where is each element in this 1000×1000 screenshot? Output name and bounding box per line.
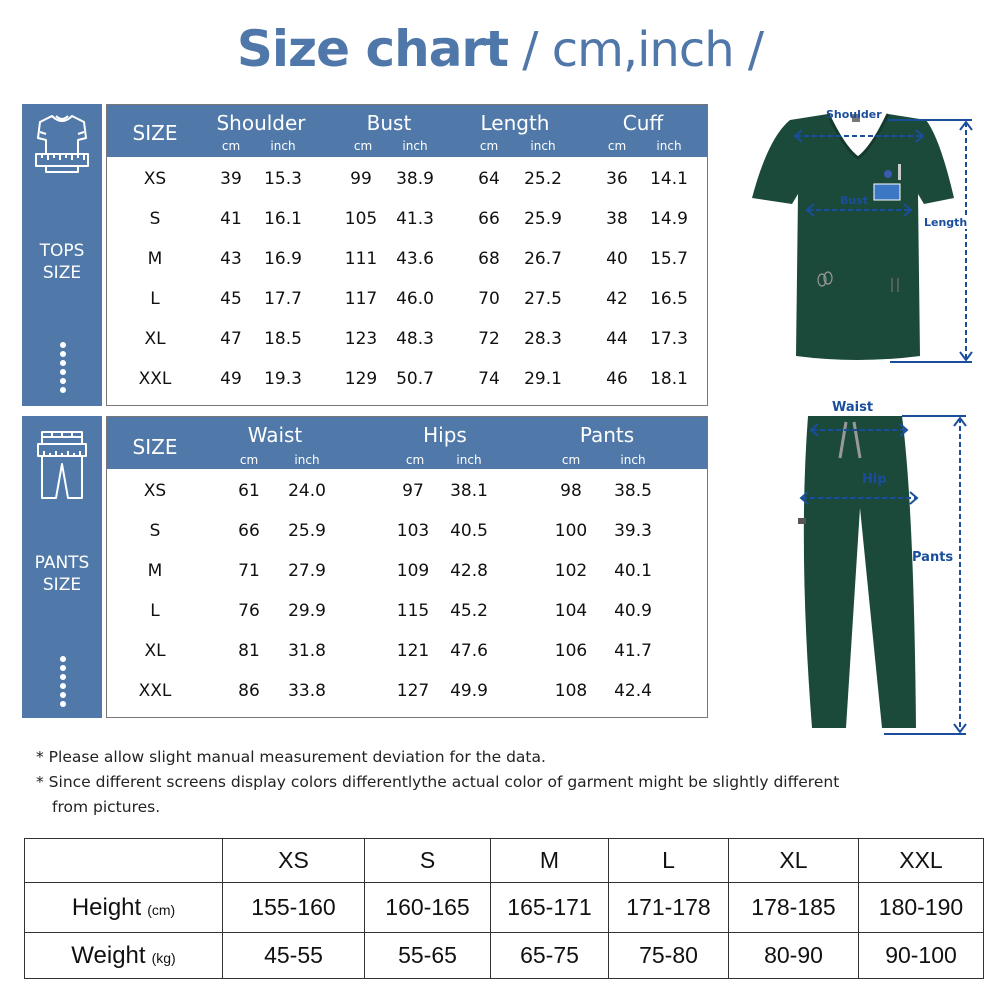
weight-s: 55-65: [365, 933, 491, 979]
value-cell: 76: [238, 601, 260, 621]
value-cell: 39.3: [614, 521, 652, 541]
pants-length-label: Pants: [912, 550, 954, 565]
value-cell: 47.6: [450, 641, 488, 661]
scrub-top-image: [740, 108, 980, 368]
size-cell: S: [149, 521, 161, 541]
value-cell: 46: [606, 369, 628, 389]
weight-unit: (kg): [151, 949, 176, 966]
value-cell: 129: [344, 369, 378, 389]
unit-inch: inch: [456, 453, 482, 467]
weight-xs: 45-55: [223, 933, 365, 979]
value-cell: 105: [344, 209, 378, 229]
value-cell: 15.3: [264, 169, 302, 189]
scrub-pants-diagram: [790, 398, 980, 738]
pants-size-table: [106, 416, 708, 718]
size-col-m: M: [491, 839, 609, 883]
value-cell: 42: [606, 289, 628, 309]
value-cell: 99: [350, 169, 372, 189]
tops-size-table: [106, 104, 708, 406]
height-s: 160-165: [365, 883, 491, 933]
size-cell: XXL: [138, 369, 172, 389]
value-cell: 16.5: [650, 289, 688, 309]
size-cell: XL: [144, 329, 166, 349]
value-cell: 38.9: [396, 169, 434, 189]
value-cell: 42.4: [614, 681, 652, 701]
value-cell: 33.8: [288, 681, 326, 701]
value-cell: 45.2: [450, 601, 488, 621]
value-cell: 29.9: [288, 601, 326, 621]
size-col-xl: XL: [729, 839, 859, 883]
dots-decoration: [60, 342, 66, 396]
size-cell: XL: [144, 641, 166, 661]
value-cell: 70: [478, 289, 500, 309]
height-xs: 155-160: [223, 883, 365, 933]
unit-inch: inch: [402, 139, 428, 153]
value-cell: 40.9: [614, 601, 652, 621]
value-cell: 108: [554, 681, 588, 701]
unit-inch: inch: [656, 139, 682, 153]
value-cell: 25.9: [524, 209, 562, 229]
size-cell: M: [147, 561, 163, 581]
length-label: Length: [924, 216, 968, 229]
size-col-l: L: [609, 839, 729, 883]
tops-label-line2: SIZE: [42, 263, 82, 283]
value-cell: 123: [344, 329, 378, 349]
unit-inch: inch: [270, 139, 296, 153]
value-cell: 64: [478, 169, 500, 189]
value-cell: 115: [396, 601, 430, 621]
value-cell: 17.3: [650, 329, 688, 349]
value-cell: 71: [238, 561, 260, 581]
value-cell: 18.5: [264, 329, 302, 349]
note-color: * Since different screens display colors differentlythe actual color of garment might be slightly different: [36, 773, 840, 791]
header-pants: Pants: [579, 423, 635, 447]
header-cuff: Cuff: [622, 111, 664, 135]
value-cell: 111: [344, 249, 378, 269]
note-color-cont: from pictures.: [52, 798, 161, 816]
value-cell: 81: [238, 641, 260, 661]
size-cell: L: [150, 289, 160, 309]
value-cell: 121: [396, 641, 430, 661]
size-col-xxl: XXL: [859, 839, 984, 883]
pants-measure-icon: [34, 428, 90, 500]
value-cell: 97: [402, 481, 424, 501]
scrub-top-diagram: [740, 108, 980, 368]
value-cell: 49: [220, 369, 242, 389]
value-cell: 49.9: [450, 681, 488, 701]
pants-label-line1: PANTS: [34, 553, 90, 573]
value-cell: 41: [220, 209, 242, 229]
unit-cm: cm: [479, 139, 499, 153]
value-cell: 39: [220, 169, 242, 189]
weight-label: Weight: [71, 941, 146, 969]
shirt-measure-icon: [34, 110, 90, 174]
unit-cm: cm: [239, 453, 259, 467]
value-cell: 15.7: [650, 249, 688, 269]
value-cell: 36: [606, 169, 628, 189]
bust-label: Bust: [840, 194, 869, 207]
weight-xxl: 90-100: [859, 933, 984, 979]
value-cell: 44: [606, 329, 628, 349]
value-cell: 14.1: [650, 169, 688, 189]
weight-xl: 80-90: [729, 933, 859, 979]
value-cell: 50.7: [396, 369, 434, 389]
value-cell: 19.3: [264, 369, 302, 389]
value-cell: 43.6: [396, 249, 434, 269]
value-cell: 74: [478, 369, 500, 389]
header-waist: Waist: [247, 423, 303, 447]
value-cell: 109: [396, 561, 430, 581]
value-cell: 47: [220, 329, 242, 349]
value-cell: 40.1: [614, 561, 652, 581]
weight-l: 75-80: [609, 933, 729, 979]
height-weight-table: [24, 838, 984, 979]
notes: [36, 745, 839, 820]
tops-side-panel: [22, 104, 102, 406]
scrub-pants-image: [790, 398, 980, 738]
value-cell: 27.5: [524, 289, 562, 309]
value-cell: 102: [554, 561, 588, 581]
size-cell: S: [149, 209, 161, 229]
pants-label-line2: SIZE: [42, 575, 82, 595]
size-col-s: S: [365, 839, 491, 883]
corner-cell: [25, 839, 223, 883]
table-row: [25, 839, 984, 883]
value-cell: 24.0: [288, 481, 326, 501]
value-cell: 42.8: [450, 561, 488, 581]
value-cell: 26.7: [524, 249, 562, 269]
value-cell: 38: [606, 209, 628, 229]
value-cell: 117: [344, 289, 378, 309]
value-cell: 127: [396, 681, 430, 701]
weight-m: 65-75: [491, 933, 609, 979]
table-row: [25, 883, 984, 933]
tops-size-header: SIZE: [132, 121, 178, 145]
value-cell: 28.3: [524, 329, 562, 349]
value-cell: 25.9: [288, 521, 326, 541]
value-cell: 104: [554, 601, 588, 621]
hip-label: Hip: [862, 472, 887, 487]
size-cell: L: [150, 601, 160, 621]
value-cell: 38.1: [450, 481, 488, 501]
size-col-xs: XS: [223, 839, 365, 883]
weight-row-label: [25, 933, 223, 979]
height-l: 171-178: [609, 883, 729, 933]
value-cell: 46.0: [396, 289, 434, 309]
unit-inch: inch: [294, 453, 320, 467]
note-measurement: * Please allow slight manual measurement deviation for the data.: [36, 748, 546, 766]
value-cell: 68: [478, 249, 500, 269]
value-cell: 98: [560, 481, 582, 501]
value-cell: 61: [238, 481, 260, 501]
value-cell: 66: [238, 521, 260, 541]
title-units: / cm,inch /: [508, 22, 764, 78]
dots-decoration: [60, 656, 66, 710]
height-row-label: [25, 883, 223, 933]
pants-size-header: SIZE: [132, 435, 178, 459]
value-cell: 14.9: [650, 209, 688, 229]
tops-label-line1: TOPS: [39, 241, 85, 261]
value-cell: 48.3: [396, 329, 434, 349]
size-cell: M: [147, 249, 163, 269]
height-label: Height: [71, 893, 142, 921]
value-cell: 66: [478, 209, 500, 229]
pants-side-panel: [22, 416, 102, 718]
table-row: [25, 933, 984, 979]
header-shoulder: Shoulder: [216, 111, 306, 135]
value-cell: 29.1: [524, 369, 562, 389]
value-cell: 86: [238, 681, 260, 701]
unit-cm: cm: [221, 139, 241, 153]
value-cell: 25.2: [524, 169, 562, 189]
pants-table-header: [107, 417, 707, 469]
value-cell: 41.7: [614, 641, 652, 661]
size-cell: XS: [143, 169, 167, 189]
value-cell: 17.7: [264, 289, 302, 309]
header-length: Length: [480, 111, 550, 135]
value-cell: 16.9: [264, 249, 302, 269]
value-cell: 38.5: [614, 481, 652, 501]
header-hips: Hips: [423, 423, 467, 447]
shoulder-label: Shoulder: [826, 108, 882, 121]
value-cell: 45: [220, 289, 242, 309]
waist-label: Waist: [832, 400, 874, 415]
value-cell: 40: [606, 249, 628, 269]
unit-cm: cm: [607, 139, 627, 153]
value-cell: 106: [554, 641, 588, 661]
title-main: Size chart: [236, 20, 508, 78]
value-cell: 43: [220, 249, 242, 269]
height-m: 165-171: [491, 883, 609, 933]
height-xl: 178-185: [729, 883, 859, 933]
size-cell: XXL: [138, 681, 172, 701]
value-cell: 40.5: [450, 521, 488, 541]
value-cell: 31.8: [288, 641, 326, 661]
value-cell: 103: [396, 521, 430, 541]
height-xxl: 180-190: [859, 883, 984, 933]
header-bust: Bust: [366, 111, 412, 135]
value-cell: 16.1: [264, 209, 302, 229]
unit-inch: inch: [620, 453, 646, 467]
value-cell: 72: [478, 329, 500, 349]
page-title: [0, 14, 1000, 85]
size-cell: XS: [143, 481, 167, 501]
unit-cm: cm: [405, 453, 425, 467]
value-cell: 27.9: [288, 561, 326, 581]
unit-cm: cm: [561, 453, 581, 467]
unit-cm: cm: [353, 139, 373, 153]
height-unit: (cm): [147, 901, 176, 918]
unit-inch: inch: [530, 139, 556, 153]
tops-table-header: [107, 105, 707, 157]
value-cell: 18.1: [650, 369, 688, 389]
value-cell: 100: [554, 521, 588, 541]
value-cell: 41.3: [396, 209, 434, 229]
